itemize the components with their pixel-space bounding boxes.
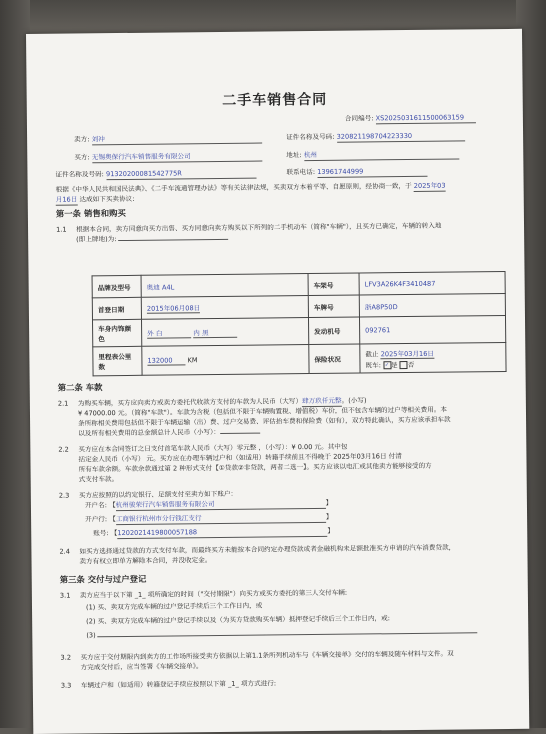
- p23-num: 2.3: [58, 491, 70, 500]
- p11-num: 1.1: [56, 225, 67, 234]
- engine-label: 发动机号: [308, 317, 359, 345]
- mileage-value: 132000 KM: [142, 345, 309, 376]
- p31-option1: (1) 买、卖双方完成车辆的过户登记手续后三个工作日内，或: [85, 601, 263, 612]
- p21-b: ¥ 47000.00 元。（简称"车款"）。车款为含税（包括但不限于车辆购置税、增值税）车价，但不包含车辆的过户等相关费用。本: [77, 405, 448, 418]
- color-label: 车身内饰颜色: [92, 319, 141, 347]
- brand-value: 奥迪 A4L: [141, 274, 308, 298]
- contract-title: 二手车销售合同: [222, 91, 328, 109]
- background-left: [0, 0, 30, 728]
- p32-num: 3.2: [60, 653, 72, 662]
- accident-yes-checkbox: ✓: [384, 361, 390, 368]
- vehicle-info-table: [92, 271, 507, 376]
- p21-d: 以及所有相关费用的总金额总计人民币（小写）：: [78, 428, 260, 439]
- mileage-label: 里程表公里数: [93, 346, 142, 376]
- id-row: 证件名称及号码: 320821198704223330: [286, 131, 465, 143]
- p11-text2: (即上牌地)为:: [76, 234, 229, 245]
- reg-value: 2015年06月08日: [141, 296, 308, 320]
- p32-a: 买方应于交付期限内到卖方的工作场所接受卖方依据以上第1.1条所列机动车与《车辆交接单》交付的车辆及随车材料与文件。双: [80, 649, 454, 662]
- engine-value: 092761: [359, 315, 505, 344]
- article1-heading: 第一条 销售和购买: [55, 207, 126, 219]
- p31-num: 3.1: [59, 591, 71, 600]
- article3-heading: 第三条 交付与过户登记: [59, 573, 147, 585]
- p24-num: 2.4: [59, 547, 70, 556]
- p22-num: 2.2: [58, 445, 69, 454]
- cert-row: 证件名称及号码: 91320200081542775R: [55, 169, 256, 181]
- p21-a: 为购买车辆，买方应向卖方或卖方委托代收款方支付的车款为人民币（大写）肆万玖仟元整。(小写): [77, 396, 367, 408]
- contract-paper: [26, 29, 529, 734]
- brand-label: 品牌及型号: [92, 275, 141, 298]
- preamble-line2: 月16日 达成如下买卖协议:: [55, 194, 135, 204]
- p11-text1: 根据本合同，卖方同意向买方出售、买方同意向卖方购买以下所列的二手机动车（简称"车辆"），且买方已确定，车辆的转入地: [76, 221, 442, 234]
- p22-b: 括定金人民币（小写） 元。买方应在办理车辆过户和（如适用）转籍手续前且不得晚于 2025年03月16日 付清: [78, 452, 402, 464]
- preamble-line1: 根据《中华人民共和国民法典》、《二手车流通管理办法》等有关法律法规，买卖双方本着平等、自愿原则，经协商一致，于 2025年03: [55, 181, 446, 194]
- vin-value: LFV3A26K4F3410487: [359, 271, 505, 295]
- p33-num: 3.3: [60, 681, 72, 690]
- bank-row: 开户行: 【工商银行杭州市分行钱江支行 】: [85, 512, 333, 524]
- bank-name-row: 开户名: 【杭州骏荣行汽车销售服务有限公司 】: [84, 498, 333, 510]
- p31-option3: (3): [86, 627, 478, 640]
- insurance-label: 保险状况: [309, 344, 360, 374]
- p24-b: 卖方有权立即单方解除本合同，并没收定金。: [79, 556, 212, 566]
- acct-row: 账号: 【1202021419800057188 】: [93, 526, 334, 538]
- reg-label: 首登日期: [92, 297, 141, 320]
- seller-row: 卖方: 刘冲: [74, 134, 262, 146]
- p31-option2: (2) 买、卖双方完成车辆的过户登记手续以及（为买方贷款购买车辆）抵押登记手续后三个工作日内，或:: [86, 614, 390, 626]
- vin-label: 车架号: [308, 273, 359, 296]
- address-row: 地址: 杭州: [286, 149, 459, 161]
- plate-label: 车牌号: [308, 295, 359, 318]
- p21-c: 条所称相关费用包括但不限于车辆运输（出）费、过户交易费、评估抬车费和保险费（如有），双方特此确认，买方应该承担车款: [78, 415, 451, 428]
- phone-row: 联系电话: 13961744999: [286, 167, 427, 178]
- p21-num: 2.1: [57, 399, 69, 408]
- p24-a: 如买方选择通过贷款的方式支付车款，而最终买方未能按本合同约定办理贷款或者金融机构未足额批准买方申请的汽车消费贷款，: [79, 543, 456, 556]
- p33-text: 车辆过户和（如适用）转籍登记手续应按照以下第 _1_ 项方式进行:: [80, 679, 277, 690]
- plate-value: 浙A8P50D: [359, 293, 505, 317]
- p22-d: 式支付车款。: [78, 475, 119, 484]
- contract-no: 合同编号: XS2025031611500063159: [345, 113, 476, 124]
- p22-c: 所有车款余额。车款余款通过第 2 种形式支付【①贷款②非贷款，两者二选一】。买方应该以电汇或其他卖方能够接受的方: [78, 461, 432, 474]
- p22-a: 买方应在本合同签订之日支付首笔车款人民币（大写）零元整 ，（小写）：¥ 0.00 元。其中包: [78, 442, 348, 454]
- color-value: 外 白 内 黑: [141, 318, 308, 347]
- p32-b: 方完成交付后，应当签署《车辆交接单》。: [80, 662, 203, 672]
- buyer-row: 买方: 无锡奥保行汽车销售服务有限公司: [74, 152, 262, 164]
- p31-text: 卖方应当于以下第 _1_ 项所确定的时间（"交付期限"）向买方或买方委托的第三人交付车辆:: [79, 588, 348, 600]
- insurance-value: 截止 2025年03月16日 既车: ✓ 是 否: [360, 342, 506, 373]
- article2-heading: 第二条 车款: [57, 382, 103, 393]
- p23-text: 买方应按照的以约定银行、足额支付至卖方如下账户：: [78, 489, 238, 500]
